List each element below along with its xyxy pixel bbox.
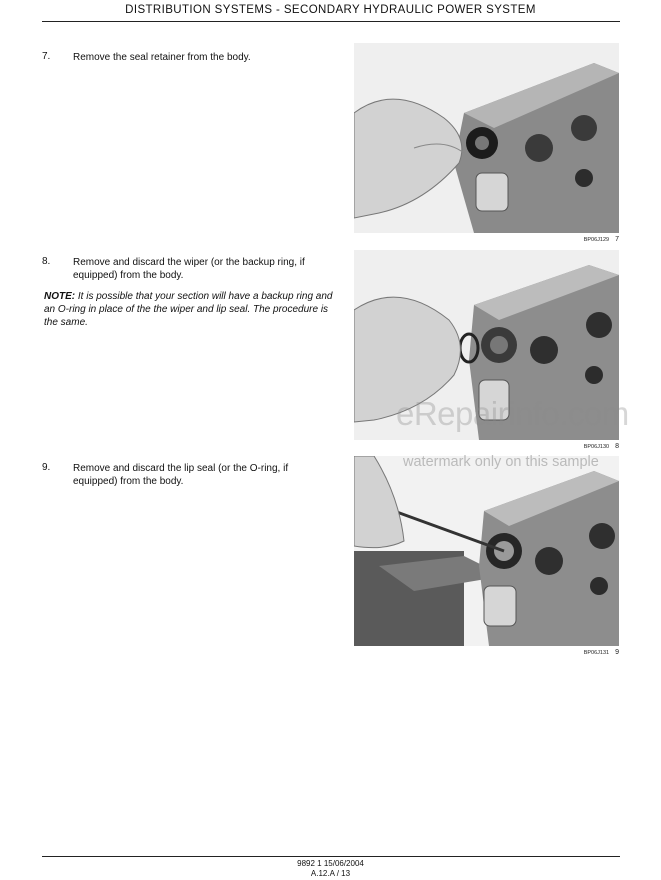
figure-8-caption <box>354 443 619 450</box>
figure-8-code: BP06J130 <box>583 444 610 450</box>
note-block <box>44 290 336 329</box>
pick-removing-lip-seal-photo-icon <box>354 456 619 646</box>
page-header-title: DISTRIBUTION SYSTEMS - SECONDARY HYDRAULIC POWER SYSTEM <box>125 4 536 16</box>
figure-7-caption <box>354 236 619 243</box>
figure-9-photo <box>354 456 619 646</box>
step-9-number: 9. <box>42 462 51 473</box>
step-8-text: Remove and discard the wiper (or the backup ring, if equipped) from the body. <box>73 257 305 281</box>
figure-7-number: 7 <box>615 236 619 243</box>
step-7-number: 7. <box>42 51 51 62</box>
figure-8-number: 8 <box>615 443 619 450</box>
figure-9-caption <box>354 649 619 656</box>
step-8-number: 8. <box>42 256 51 267</box>
footer-doc-line: 9892 1 15/06/2004 <box>297 859 364 868</box>
figure-7-photo <box>354 43 619 233</box>
watermark-notice: watermark only on this sample <box>403 454 599 470</box>
figure-9-number: 9 <box>615 649 619 656</box>
figure-9-code: BP06J131 <box>583 650 610 656</box>
note-label: NOTE: <box>44 291 76 302</box>
header-rule <box>42 21 620 22</box>
note-text: It is possible that your section will have a backup ring and an O-ring in place of the the wiper and lip seal. The procedure is the same. <box>44 291 333 328</box>
watermark-site: eRepairinfo.com <box>396 395 629 432</box>
footer-rule <box>42 856 620 857</box>
footer-page-ref: A.12.A / 13 <box>310 869 351 878</box>
step-7-text: Remove the seal retainer from the body. <box>73 52 251 63</box>
hand-removing-seal-retainer-photo-icon <box>354 43 619 233</box>
step-9-text: Remove and discard the lip seal (or the O-ring, if equipped) from the body. <box>73 463 289 487</box>
figure-7-code: BP06J129 <box>583 237 610 243</box>
